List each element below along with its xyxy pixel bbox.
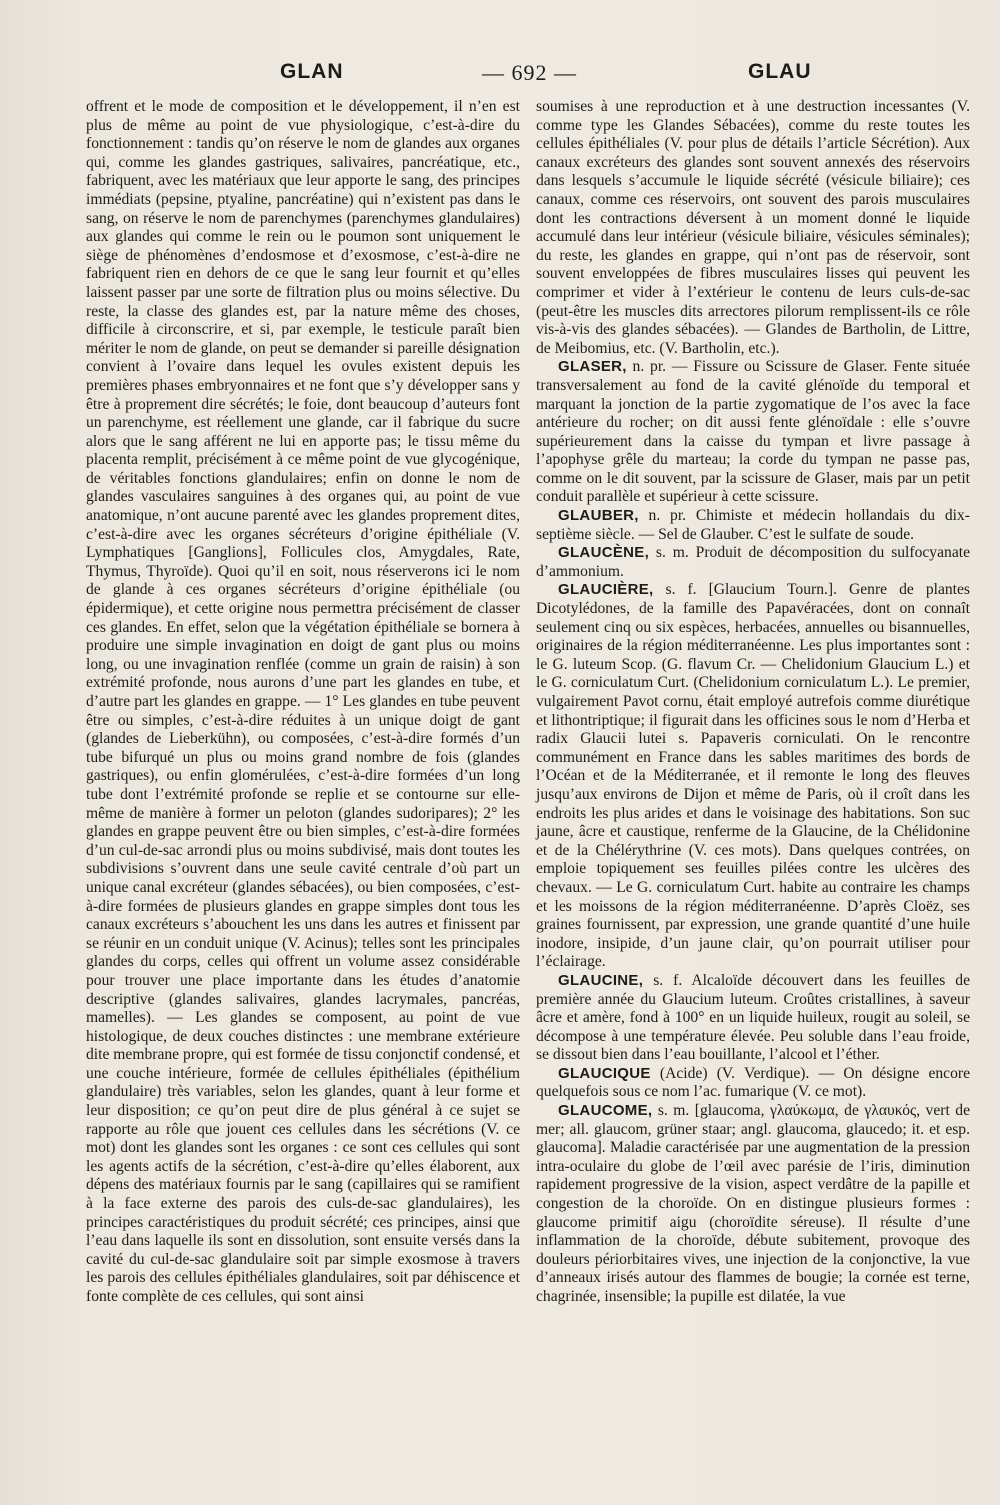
entry-glaucine [536,972,970,1065]
headword: GLAUBER, [558,507,639,525]
header-left-guideword: GLAN [280,60,344,83]
entry-text: n. pr. Chimiste et médecin hollandais du dix-septième siècle. — Sel de Glauber. C’est le sulfate de soude. [536,507,970,543]
entry-text: s. f. Alcaloïde découvert dans les feuilles de première année du Glaucium luteum. Croûtes cristallines, à saveur âcre et amère, fond à 100° en un liquide huileux, rougit au soleil, se décompose à une température élevée. Peu soluble dans l’eau froide, se dissout bien dans l’eau bouillante, l’alcool et l’éther. [536,971,970,1064]
text-columns [86,98,970,1307]
headword: GLAUCINE, [558,971,644,989]
entry-glaucome [536,1102,970,1307]
running-header [86,60,970,92]
headword: GLAUCOME, [558,1102,653,1120]
page-number: — 692 — [482,60,577,85]
entry-glaucene [536,544,970,581]
headword: GLAUCIQUE [558,1064,651,1082]
entry-text: s. m. Produit de décomposition du sulfocyanate d’ammonium. [536,544,970,580]
entry-glaucique [536,1065,970,1102]
left-column [86,98,520,1307]
continued-entry-glande-end: soumises à une reproduction et à une destruction incessantes (V. comme type les Glandes Sébacées), comme du reste toutes les cellules épithéliales (V. pour plus de détails l’article Sécrétion). Aux canaux excréteurs des glandes sont souvent annexés des réservoirs dans lesquels s’accumule le liquide sécrété (vésicule biliaire); ces canaux, comme ces réservoirs, ont souvent des parois musculaires dont les contractions déversent à un moment donné le liquide accumulé dans leur intérieur (vésicule biliaire, vésicules séminales); du reste, les glandes en grappe, qui n’ont pas de réservoir, sont souvent enveloppées de fibres musculaires lisses qui peuvent les comprimer et vider à l’extérieur le contenu de leurs culs-de-sac (peut-être les muscles dits arrectores pilorum remplissent-ils ce rôle vis-à-vis des glandes sébacées). — Glandes de Bartholin, de Littre, de Meibomius, etc. (V. Bartholin, etc.). [536,98,970,357]
entry-glauber [536,507,970,544]
entry-glaser [536,358,970,507]
entry-text: s. m. [glaucoma, γλαύκωμα, de γλαυκός, vert de mer; all. glaucom, grüner staar; angl. glaucoma, glaucedo; it. et esp. glaucoma]. Maladie caractérisée par une augmentation de la pression intra-oculaire du globe de l’œil avec parésie de l’iris, diminution rapidement progressive de la vision, aspect verdâtre de la papille et congestion de la choroïde. On en distingue plusieurs formes : glaucome primitif aigu (choroïdite séreuse). Il résulte d’une inflammation de la choroïde, débute subitement, provoque des douleurs périorbitaires vives, une injection de la conjonctive, la vue d’anneaux irisés autour des flammes de bougie; la cornée est terne, chagrinée, insensible; la pupille est dilatée, la vue [536,1102,970,1305]
entry-text: n. pr. — Fissure ou Scissure de Glaser. Fente située transversalement au fond de la cavité glénoïde du temporal et marquant la jonction de la partie zygomatique de l’os avec la face antérieure du rocher; on dit aussi fente glénoïdale : elle s’ouvre supérieurement dans la caisse du tympan et livre passage à l’apophyse grêle du marteau; la corde du tympan ne passe pas, comme on le dit souvent, par la scissure de Glaser, mais par un petit conduit parallèle et supérieur à cette scissure. [536,358,970,506]
continued-entry-glande: offrent et le mode de composition et le développement, il n’en est plus de même au point de vue physiologique, c’est-à-dire du fonctionnement : tandis qu’on réserve le nom de glandes aux organes qui, comme les glandes gastriques, salivaires, pancréatique, etc., fabriquent, avec les matériaux que leur apporte le sang, des principes immédiats (pepsine, ptyaline, pancréatine) qui n’existent pas dans le sang, on réserve le nom de parenchymes (parenchymes glandulaires) aux glandes qui comme le rein ou le poumon sont uniquement le siège de phénomènes d’endosmose et d’exosmose, c’est-à-dire ne fabriquent rien en dehors de ce que le sang leur fournit et qu’elles laissent passer par une sorte de filtration plus ou moins sélective. Du reste, la classe des glandes est, par la nature même des choses, difficile à circonscrire, et si, par exemple, le testicule paraît bien mériter le nom de glande, on peut se demander si pareille désignation convient à l’ovaire dans lequel les ovules existent depuis les premières phases embryonnaires et ne font que s’y développer sans y être à proprement dire sécrétés; le foie, dont beaucoup d’auteurs font un parenchyme, est réellement une glande, car il fabrique du sucre alors que le sang afférent ne lui en apporte pas; le tissu même du placenta remplit, précisément à ce même point de vue glycogénique, de véritables fonctions glandulaires; enfin on donne le nom de glandes vasculaires sanguines à des organes qui, au point de vue anatomique, n’ont aucune parenté avec les glandes proprement dites, c’est-à-dire avec les organes sécréteurs d’origine épithéliale (V. Lymphatiques [Ganglions], Follicules clos, Amygdales, Rate, Thymus, Thyroïde). Quoi qu’il en soit, nous réserverons ici le nom de glande à ces organes sécréteurs d’origine épithéliale (ou épidermique), et cette origine nous permettra précisément de classer ces glandes. En effet, selon que la végétation épithéliale se bornera à produire une simple invagination en doigt de gant plus ou moins long, ou une invagination renflée (comme un grain de raisin) à son extrémité profonde, nous aurons d’une part les glandes en tube, et d’autre part les glandes en grappe. — 1° Les glandes en tube peuvent être ou simples, c’est-à-dire réduites à un unique doigt de gant (glandes de Lieberkühn), ou composées, c’est-à-dire formés d’un tube bifurqué un plus ou moins grand nombre de fois (glandes gastriques), ou enfin glomérulées, c’est-à-dire formées d’un long tube dont l’extrémité profonde se replie et se contourne sur elle-même de manière à former un peloton (glandes sudoripares); 2° les glandes en grappe peuvent être ou bien simples, c’est-à-dire formées d’un cul-de-sac arrondi plus ou moins subdivisé, mais dont toutes les subdivisions s’ouvrent dans une seule cavité centrale d’où part un unique canal excréteur (glandes sébacées), ou bien composées, c’est-à-dire formées de plusieurs glandes en grappe simples dont tous les canaux excréteurs s’abouchent les uns dans les autres et finissent par se réunir en un conduit unique (V. Acinus); telles sont les principales glandes du corps, celles qui offrent un volume assez considérable pour trouver une place importante dans les études d’anatomie descriptive (glandes salivaires, glandes lacrymales, pancréas, mamelles). — Les glandes se composent, au point de vue histologique, de deux couches distinctes : une membrane extérieure dite membrane propre, qui est formée de tissu conjonctif condensé, et une couche intérieure, formée de cellules épithéliales (épithélium glandulaire) très variables, selon les glandes, quant à leur forme et leur disposition; ce qu’on peut dire de plus général à ce sujet se rapporte au rôle que jouent ces cellules dans les sécrétions (V. ce mot) dont les glandes sont les organes : ce sont ces cellules qui sont les agents actifs de la sécrétion, c’est-à-dire qu’elles élaborent, aux dépens des matériaux fournis par le sang (capillaires qui se ramifient à la face externe des parois des culs-de-sac glandulaires), les principes caractéristiques du produit sécrété; ces principes, ainsi que l’eau dans laquelle ils sont en dissolution, sont ensuite versés dans la cavité du cul-de-sac glandulaire soit par simple exosmose à travers les parois des cellules épithéliales glandulaires, soit par déhiscence et fonte complète de ces cellules, qui sont ainsi [86,98,520,1305]
headword: GLASER, [558,358,627,376]
right-column [536,98,970,1307]
header-right-guideword: GLAU [748,60,812,83]
entry-glauciere [536,581,970,971]
entry-text: s. f. [Glaucium Tourn.]. Genre de plantes Dicotylédones, de la famille des Papavéracées, dont on connaît seulement cinq ou six espèces, herbacées, annuelles ou bisannuelles, originaires de la région méditerranéenne. Les plus importantes sont : le G. luteum Scop. (G. flavum Cr. — Chelidonium Glaucium L.) et le G. corniculatum Curt. (Chelidonium corniculatum L.). Le premier, vulgairement Pavot cornu, était employé autrefois comme diurétique et lithontriptique; il figurait dans les officines sous le nom d’Herba et radix Glaucii lutei s. Papaveris corniculati. On le rencontre communément en France dans les sables maritimes des bords de l’Océan et de la Méditerranée, et il remonte le long des fleuves jusqu’aux environs de Dijon et même de Paris, où il croît dans les endroits les plus arides et dans le voisinage des habitations. Son suc jaune, âcre et caustique, renferme de la Glaucine, de la Chélidonine et de la Chélérythrine (V. ces mots). Dans quelques contrées, on emploie topiquement ses feuilles pilées contre les ulcères des chevaux. — Le G. corniculatum Curt. habite au contraire les champs et les moissons de la région méditerranéenne. D’après Cloëz, ses graines fournissent, par expression, une grande quantité d’une huile inodore, insipide, d’un jaune clair, qu’on pourrait utiliser pour l’éclairage. [536,581,970,971]
headword: GLAUCÈNE, [558,544,650,562]
entry-text: (Acide) (V. Verdique). — On désigne encore quelquefois sous ce nom l’ac. fumarique (V. ce mot). [536,1064,970,1101]
headword: GLAUCIÈRE, [558,581,654,599]
